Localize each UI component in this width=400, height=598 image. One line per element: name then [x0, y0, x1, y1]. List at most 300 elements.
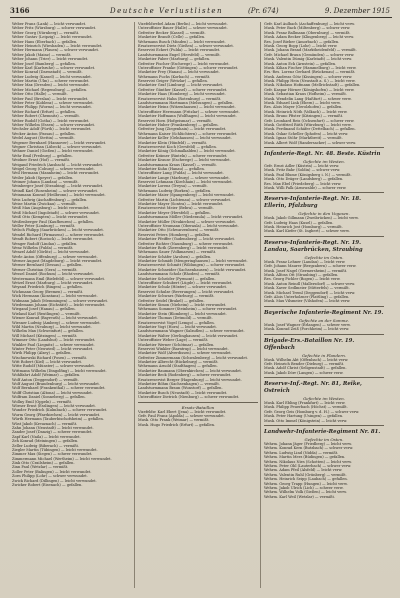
list-entry: Musketier Beck (Rodenberg) — schwer verwundet.	[138, 373, 232, 378]
list-entry: Weidner Ernst (Hof) — vermißt.	[12, 158, 71, 163]
list-entry: Ersatzreservist Koch (Gersfeld) — gefallen.	[138, 144, 217, 149]
list-entry: Weber Otto (Halle) — vermißt.	[12, 92, 68, 97]
list-entry: Musketier Heinz (Witzenhausen) — leicht verwundet.	[138, 105, 236, 110]
list-entry: Musk. Bruno Pfister (Kitzingen) — vermißt.	[264, 114, 344, 119]
list-entry: Zwicker Robert (Eisenach) — gefallen.	[12, 483, 83, 488]
regiment-subheading: Gefechte in Flandern.	[301, 352, 347, 358]
list-entry: Welsch Philipp (Saarbrücken) — leicht verwundet.	[12, 228, 104, 233]
list-entry: Musk. Kilian Fischer (Hammelburg) — leicht verw.	[264, 65, 357, 70]
list-entry: Weber Philipp (Worms) — leicht verwundet.	[12, 105, 92, 110]
list-entry: Musk. Valentin Dümig (Karlstadt) — leicht verw.	[264, 57, 353, 62]
list-entry: Weber Rudolf (Gotha) — leicht verwundet.	[12, 118, 90, 123]
column-2-top-list	[138, 22, 258, 400]
list-entry: Musketier Hoffmann (Wolfhagen) — leicht verwundet.	[138, 114, 237, 119]
section-divider	[138, 402, 258, 403]
list-entry: Reservist Eckert (Fulda) — leicht verwundet.	[138, 48, 221, 53]
regiment-subheading: Gefechte im Westen.	[303, 158, 345, 164]
list-entry: Musk. Michael Treml (Deggendorf) — leicht verw.	[264, 290, 356, 295]
list-entry: Wittmann Wilhelm (Dingolfing) — leicht verwundet.	[12, 368, 107, 373]
list-entry: Unteroffizier Lang (Fulda) — leicht verwundet.	[138, 171, 224, 176]
list-entry: Unteroffizier Weber (Lage) — vermißt.	[138, 338, 209, 343]
list-entry: Musketier Lorenz (Treysa) — vermißt.	[138, 184, 208, 189]
list-entry: Wehrm. Karl Weil (Wetzlar) — vermißt.	[264, 494, 336, 499]
list-entry: Weis Ludwig (Aschaffenburg) — gefallen.	[12, 197, 88, 202]
list-entry: Musk. Eduard Link (Ebern) — leicht verw.	[264, 101, 341, 106]
list-entry: Res. Max Ebel (Friedeberg) — leicht verw.	[264, 181, 342, 186]
regiment-subheading: Gefechte im Osten.	[304, 254, 344, 260]
list-entry: Winkler Paul (Liegnitz) — schwer verwundet.	[12, 342, 95, 347]
list-entry: Wilhelm Max (Schweinfurt) — gefallen.	[12, 329, 84, 334]
list-entry: Musk. Konrad Zeiß (Forchheim) — leicht verw.	[264, 327, 350, 332]
list-entry: Gefreiter Günther (Kassel) — schwer verwundet.	[138, 87, 228, 92]
list-entry: Weber Richard (Erfurt) — gefallen.	[12, 109, 76, 114]
list-entry: Musk. Oskar Scheller (Iphofen) — leicht verw.	[264, 131, 349, 136]
regiment-casualty-list	[264, 442, 384, 499]
list-entry: Landsturmmann Möller (Niederaula) — leicht verwundet.	[138, 215, 244, 220]
list-entry: Musketier Lange (Marburg) — schwer verwundet.	[138, 175, 230, 180]
list-entry: Gefr. Alois Unterholzner (Plattling) — gefallen.	[264, 294, 350, 299]
section-divider	[264, 334, 384, 335]
list-entry: Gefreiter Fischer (Eschwege) — leicht verwundet.	[138, 61, 230, 66]
list-entry: Ers.-Res. Lorenz Gerhard (Brückenau) — vermißt.	[264, 70, 356, 75]
section-divider	[264, 236, 384, 237]
list-entry: Wollny Emil (Oppeln) — vermißt.	[12, 399, 73, 404]
list-entry: Landsturmmann Wagner (Salzuflen) — schwer verwundet.	[138, 329, 245, 334]
list-entry: Musk. Jakob Gillmann (Zweibrücken) — leicht verw.	[264, 216, 359, 221]
list-entry: Wimmer Otto (Landshut) — leicht verwundet.	[12, 338, 96, 343]
list-entry: Wörner Ernst (Esslingen) — leicht verwundet.	[12, 403, 97, 408]
list-entry: Wehrm. Peter Ohl (Lauterbach) — schwer verw.	[264, 464, 352, 468]
list-entry: Musketier Müller (Neukirchen) — schwer verwundet.	[138, 219, 236, 224]
list-entry: Weigel Georg (Coburg) — schwer verwundet.	[12, 166, 95, 171]
regiment-casualty-list	[264, 358, 384, 376]
list-entry: Musk. Ignaz Stöhr (Marktbreit) — vermißt.	[264, 136, 343, 141]
list-entry: Wieland Karl (Reutlingen) — vermißt.	[12, 311, 81, 316]
issue-date: 9. Dezember 1915	[324, 7, 390, 15]
list-entry: Wolf Anton (Deggendorf) — vermißt.	[12, 377, 79, 382]
list-entry: Unteroffizier Franke (Göttingen) — schwer verwundet.	[138, 65, 239, 70]
list-entry: Gefreiter Jung (Ziegenhain) — leicht verwundet.	[138, 127, 227, 132]
list-entry: Weyand Friedrich (Bingen) — gefallen.	[12, 285, 83, 290]
regiment-subheading: Gefechte im Osten.	[304, 437, 344, 443]
list-entry: Musketier Schmidt (Mengeringhausen) — leicht verwundet.	[138, 259, 248, 264]
list-entry: Wechsler Adolf (Fürth) — leicht verwundet.	[12, 127, 92, 132]
list-entry: Widmann Jakob (Memmingen) — schwer verwundet.	[12, 298, 109, 303]
list-entry: Wehr Emil (Freiburg) — gefallen.	[12, 153, 73, 158]
list-entry: Wunder Friedrich (Kulmbach) — schwer verwundet.	[12, 408, 108, 413]
column-2-subhead: Ersatz-Bataillon	[181, 404, 215, 410]
section-divider	[264, 192, 384, 193]
list-entry: Wehrmann Sommer (Steinheim) — schwer verwundet.	[138, 307, 238, 312]
list-entry: Zander Josef (Danzig) — schwer verwundet.	[12, 430, 93, 435]
list-entry: Witt Robert (Kiel) — leicht verwundet.	[12, 360, 83, 365]
list-entry: Musk. Alfons Ott (Straubing) — gefallen.	[264, 273, 339, 278]
list-entry: Wendel Richard (Pirmasens) — schwer verwundet.	[12, 232, 105, 237]
list-entry: Musketier Werner (Schötmar) — gefallen.	[138, 342, 215, 347]
list-entry: Weber Ludwig (Kassel) — leicht verwundet.	[12, 74, 92, 79]
list-entry: Musketier Graf (Limburg) — leicht verwundet.	[138, 83, 224, 88]
list-entry: Wecker Anton (Passau) — gefallen.	[12, 131, 76, 136]
list-entry: Wild Martin (Neuburg) — leicht verwundet.	[12, 324, 92, 329]
list-entry: Musk. Peter Hartung (Usingen) — gefallen.	[264, 414, 344, 419]
list-entry: Gefr. Karl Aulbach (Aschaffenburg) — leicht verw.	[264, 22, 355, 26]
list-entry: Gefreiter Seidel (Brakel) — gefallen.	[138, 298, 205, 303]
list-entry: Musk. Johann Brand (Marktheidenfeld) — vermißt.	[264, 48, 357, 53]
list-entry: Musketier Simon (Nieheim) — leicht verwundet.	[138, 303, 227, 307]
list-entry: Weindl Karl (Rosenheim) — schwer verwundet.	[12, 188, 99, 193]
list-entry: Vizefeldw. Karl Ebert (Jena) — leicht verwundet.	[138, 409, 227, 414]
regiment-heading: Reserve-Infanterie-Regt. Nr. 18. Ellerin, Pfalzburg	[264, 196, 361, 210]
regiment-casualty-list	[264, 323, 384, 332]
list-entry: Gefreiter Becker (Kassel) — vermißt.	[138, 30, 206, 35]
list-entry: Wirth Philipp (Alzey) — gefallen.	[12, 351, 72, 356]
list-entry: Westermann Emil (Bielefeld) — schwer verwundet.	[12, 276, 106, 281]
page-number: 3166	[10, 6, 30, 15]
list-entry: Musketier Mayer (Sontra) — leicht verwundet.	[138, 202, 224, 207]
list-entry: Würth Hermann (Tauberbischofsheim) — gefallen.	[12, 417, 104, 422]
list-entry: Ersatzreservist Vogel (Lemgo) — gefallen.	[138, 320, 215, 325]
list-entry: Wiedemann Johann (Eichstätt) — leicht verwundet.	[12, 303, 106, 307]
list-entry: Wetzel Ernst (Marburg) — leicht verwundet.	[12, 281, 94, 286]
list-entry: Musk. Heinrich Nöth (Volkach) — leicht verw.	[264, 109, 348, 114]
list-entry: Gefreiter Krämer (Rinteln) — schwer verwundet.	[138, 153, 228, 158]
list-entry: Ersatzreservist Hahn (Rotenburg) — vermißt.	[138, 96, 222, 101]
list-entry: Gefreiter Zimmermann (Schwalenberg) — leicht verwundet.	[138, 355, 249, 360]
list-entry: Weber Michael (Regensburg) — gefallen.	[12, 87, 88, 92]
publication-title: Deutsche Verlustlisten	[110, 7, 224, 15]
list-entry: Wehrmann Sauer (Volkmarsen) — vermißt.	[138, 250, 217, 255]
list-entry: Weißenberger Paul (Kaufbeuren) — gefallen.	[12, 219, 94, 224]
list-entry: Musk. Fritz Bahr (Soldin) — schwer verw.	[264, 168, 341, 173]
list-entry: Gefr. Heinrich Bender (Dieburg) — vermißt.	[264, 361, 345, 366]
list-entry: Ziegler Martin (Tübingen) — leicht verwundet.	[12, 447, 98, 452]
list-entry: Weise Martin (Zwickau) — vermißt.	[12, 202, 77, 207]
list-entry: Res. Alois Mayer (Gerolzhofen) — gefallen.	[264, 105, 343, 110]
list-entry: Musketier Böhm (Sachsenhagen) — vermißt.	[138, 382, 220, 387]
list-entry: Gefr. Michael Braun (Gemünden) — schwer verw.	[264, 52, 355, 57]
list-entry: Wessel Daniel (Bochum) — leicht verwundet.	[12, 272, 95, 277]
list-entry: Wolff Christian (Altona) — leicht verwundet.	[12, 390, 93, 395]
list-entry: Weber Konrad (Darmstadt) — vermißt.	[12, 70, 83, 75]
list-entry: Musketier Huber (Frankenberg) — gefallen.	[138, 122, 219, 127]
regiment-heading: Landwehr-Infanterie-Regiment Nr. 81.	[264, 429, 381, 436]
list-entry: Weber Hans (Eberbach) — gefallen.	[12, 39, 78, 44]
list-entry: Weber Karl (Karlsruhe) — schwer verwundet.	[12, 65, 96, 70]
list-entry: Wehrm. Nikolaus Nies (Schotten) — leicht verw.	[264, 459, 352, 464]
list-entry: Musk. Josef Nagel (Germersheim) — vermißt.	[264, 268, 348, 273]
list-entry: Unteroffizier Dietrich (Nienburg) — schwer verwundet.	[138, 395, 240, 400]
list-entry: Zorn Philipp (Lohr) — schwer verwundet.	[12, 474, 88, 479]
list-entry: Weber Peter (Koblenz) — schwer verwundet.	[12, 101, 94, 106]
list-entry: Musketier Busch (Neustadt) — leicht verwundet.	[138, 390, 228, 395]
list-entry: Weber Fritz (Würzburg) — schwer verwundet.	[12, 26, 97, 31]
list-entry: Musk. Nikolaus Hofmann (Mellrichstadt) — gefallen.	[264, 83, 361, 88]
list-entry: Musk. Otto Immel (Königstein) — leicht verw.	[264, 418, 348, 423]
list-entry: Musketier Maier (Spangenberg) — leicht verwundet.	[138, 193, 235, 198]
list-entry: Wehrmann Kaiser (Schlüchtern) — schwer verwundet.	[138, 131, 238, 136]
regiment-heading: Bayerische Infanterie-Regiment Nr. 19.	[264, 309, 384, 316]
list-entry: Wiener Konrad (Bayreuth) — leicht verwundet.	[12, 316, 98, 321]
list-entry: Landsturmmann Kraus (Kassel) — vermißt.	[138, 162, 217, 167]
list-entry: Werle Anton (Offenburg) — schwer verwundet.	[12, 254, 98, 259]
list-entry: Weigand Friedrich (Ansbach) — leicht verwundet.	[12, 162, 104, 167]
list-entry: Winter Peter (Neuwied) — leicht verwundet.	[12, 346, 94, 351]
list-entry: Landsturmmann Scholz (Rhoden) — vermißt.	[138, 272, 221, 277]
list-entry: Musketier Schröder (Pyrmont) — gefallen.	[138, 276, 216, 281]
list-entry: Musketier Vogt (Horn) — leicht verwundet.	[138, 324, 217, 329]
list-entry: Wehrm. Heinrich Seipp (Laubach) — gefallen.	[264, 477, 348, 482]
list-entry: Weimer Johann (Landau) — vermißt.	[12, 180, 79, 185]
column-2-bottom-list	[138, 410, 258, 428]
list-entry: Witte Rudolf (Münster) — schwer verwundet.	[12, 364, 95, 369]
list-entry: Zimmermann Michael (Wertheim) — leicht verwundet.	[12, 456, 112, 461]
regiment-subheading: Gefechte an der Somme.	[298, 317, 350, 323]
list-entry: Musk. Xaver Sedlmeier (Mitterfels) — vermißt.	[264, 286, 350, 291]
list-entry: Wurm Georg (Pfarrkirchen) — leicht verwundet.	[12, 412, 101, 417]
list-entry: Weber Paul (Breslau) — leicht verwundet.	[12, 96, 89, 101]
list-entry: Wohlfahrt Adolf (Weimar) — gefallen.	[12, 373, 81, 378]
list-entry: Res. Georg Pichler (Bogen) — leicht verw.	[264, 277, 341, 282]
list-entry: Ersatzreservist Meier (Bebra) — vermißt.	[138, 206, 214, 211]
list-entry: Weber Jakob (Mainz) — vermißt.	[12, 52, 72, 57]
list-entry: Weiß Otto (Kempten) — leicht verwundet.	[12, 215, 89, 220]
list-entry: Gefreiter Martin (Lichtenau) — schwer verwundet.	[138, 197, 232, 202]
list-entry: Gefr. Ludwig Haas (Kusel) — gefallen.	[264, 220, 334, 225]
list-entry: Musk. Jakob Dörr (Langen) — schwer verw.	[264, 370, 344, 375]
list-entry: Wolf August (Brandenburg) — leicht verwundet.	[12, 382, 100, 387]
list-entry: Wehrm. Ludwig Lind (Nidda) — vermißt.	[264, 450, 339, 455]
list-entry: Musk. Philipp Hein (Neustadt a. S.) — leicht verw.	[264, 79, 356, 84]
list-entry: Gefr. Kaspar Hörner (Königshofen) — leicht verw.	[264, 87, 355, 92]
list-entry: Gefr. Leonhard Reis (Ochsenfurt) — schwer verw.	[264, 118, 355, 123]
list-entry: Wehrm. Valentin Ruhl (Grünberg) — vermißt.	[264, 472, 347, 477]
list-entry: Musk. Andreas Götz (Kissingen) — schwer verw.	[264, 74, 353, 79]
column-divider	[260, 22, 261, 588]
regiment-casualty-list	[264, 216, 384, 234]
list-entry: Gefreiter Richter (Naumburg) — schwer verwundet.	[138, 241, 234, 246]
list-entry: Wehner Daniel (Gießen) — leicht verwundet.	[12, 149, 94, 154]
list-entry: Weinberger Josef (Straubing) — leicht verwundet.	[12, 184, 104, 189]
list-entry: Musk. Wendelin Lang (Haßfurt) — schwer verw.	[264, 96, 352, 101]
section-divider	[264, 147, 384, 148]
list-entry: Weiß Max (Augsburg) — leicht verwundet.	[12, 206, 90, 211]
list-entry: Musk. Sebastian Kraus (Hofheim) — vermißt.	[264, 92, 347, 97]
page-header	[10, 5, 392, 17]
list-entry: Wehrm. Jakob Ulrich (Lich) — schwer verw.	[264, 485, 344, 490]
column-divider	[134, 22, 135, 588]
list-entry: Musk. Franz Ballmann (Obernburg) — vermißt.	[264, 30, 351, 35]
list-entry: Gefr. Johann Maurer (Bergzabern) — schwer verw.	[264, 264, 357, 269]
list-entry: Musketier Albrecht (Bückeburg) — vermißt.	[138, 360, 219, 365]
list-entry: Wegener Bernhard (Hannover) — leicht verwundet.	[12, 140, 107, 145]
regiment-subheading: Gefechte im Westen.	[303, 396, 345, 402]
list-entry: Wehrm. Martin Merz (Büdingen) — gefallen.	[264, 455, 346, 460]
list-entry: Ersatzreservist Berger (Hagenburg) — leicht verwundet.	[138, 377, 242, 382]
issue-number: (Pr. 674)	[248, 7, 279, 15]
list-entry: Zahn Johann (Neustadt) — leicht verwundet.	[12, 425, 94, 430]
regiment-casualty-list	[264, 164, 384, 190]
list-entry: Musk. Willi Falk (Arnswalde) — schwer verw.	[264, 185, 347, 190]
list-entry: Unteroffizier Schubert (Lügde) — leicht verwundet.	[138, 281, 233, 286]
list-entry: Musketier Schäfer (Arolsen) — gefallen.	[138, 254, 212, 259]
list-entry: Reservist Lehmann (Kirchhain) — leicht verwundet.	[138, 180, 233, 185]
list-entry: Landsturmmann Engel (Hersfeld) — vermißt.	[138, 52, 221, 57]
list-entry: Wick Hermann (Konstanz) — leicht verwundet.	[12, 294, 98, 299]
list-entry: Landsturmmann Braun (Wunstorf) — gefallen.	[138, 386, 223, 391]
list-entry: Musketier Meyer (Hersfeld) — gefallen.	[138, 210, 211, 215]
list-entry: Zoller Peter (Balingen) — leicht verwundet.	[12, 469, 92, 474]
list-entry: Musketier Stein (Blomberg) — leicht verwundet.	[138, 311, 227, 316]
list-entry: Musketier Walter (Oerlinghausen) — leicht verwundet.	[138, 333, 239, 338]
list-entry: Wehrmann Arnold (Stadthagen) — gefallen.	[138, 364, 218, 369]
list-entry: Wehrm. Adam Pfeil (Alsfeld) — leicht verw.	[264, 468, 343, 473]
list-entry: Musk. Otto Dräger (Landsberg) — gefallen.	[264, 177, 344, 182]
list-entry: Musk. Max Vilsmeier (Vilshofen) — leicht verw.	[264, 299, 351, 304]
list-entry: Musk. Georg Bopp (Lohr) — leicht verw.	[264, 43, 338, 48]
list-entry: Wichmann Georg (Bremen) — vermißt.	[12, 289, 84, 294]
list-entry: Wolf Bernhard (Frankenthal) — schwer verwundet.	[12, 386, 106, 391]
list-entry: Zeller Ludwig (Biberach) — vermißt.	[12, 443, 80, 448]
list-entry: Weber Franz (Lank) — leicht verwundet.	[12, 22, 87, 26]
list-entry: Weber Josef (Bamberg) — gefallen.	[12, 61, 76, 66]
list-entry: Musk. Josef Wagner (Erlangen) — schwer verw.	[264, 322, 351, 327]
list-entry: Musk. Gottfried Rüth (Würzburg) — leicht verw.	[264, 122, 352, 127]
list-entry: Musk. Heinrich Jost (Homburg) — vermißt.	[264, 225, 343, 230]
regiment-subheading: Gefechte in den Vogesen.	[298, 211, 350, 217]
regiment-casualty-list	[264, 260, 384, 304]
list-entry: Musketier Klein (Hünfeld) — vermißt.	[138, 140, 208, 145]
list-entry: Wehrmann Fuchs (Korbach) — vermißt.	[138, 74, 211, 79]
list-entry: Werner Bernhard (Dessau) — gefallen.	[12, 263, 83, 268]
list-entry: Musk. Anton Eck (Arnstein) — gefallen.	[264, 61, 337, 66]
list-entry: Wenger Rudolf (Lindau) — gefallen.	[12, 241, 78, 246]
list-entry: Musketier König (Schmalkalden) — leicht verwundet.	[138, 149, 236, 154]
list-entry: Musk. Wilhelm Abt (Offenbach) — leicht verw.	[264, 357, 349, 362]
list-entry: Weller Peter (Limburg) — vermißt.	[12, 223, 76, 228]
list-entry: Wiegand Josef (Hanau) — gefallen.	[12, 307, 76, 312]
section-divider	[264, 425, 384, 426]
list-entry: Musketier Haas (Homberg) — leicht verwundet.	[138, 92, 226, 97]
list-entry: Res. Josef Bieber (Amorbach) — gefallen.	[264, 39, 340, 44]
list-entry: Musketier Keller (Gelnhausen) — leicht verwundet.	[138, 136, 232, 141]
list-entry: Wenz Wilhelm (Fulda) — vermißt.	[12, 245, 74, 250]
list-entry: Reservist Geiger (Wetzlar) — gefallen.	[138, 79, 208, 84]
list-entry: Musketier Schneider (Sachsenhausen) — leicht verwundet.	[138, 267, 247, 272]
list-entry: Musketier Faber (Marburg) — gefallen.	[138, 57, 211, 62]
column-1	[12, 22, 132, 588]
header-rule	[10, 17, 392, 18]
list-entry: Musk. Anton Reindl (Mallersdorf) — schwer verw.	[264, 281, 356, 286]
list-entry: Unteroffizier Bauer (Halle) — schwer verwundet.	[138, 26, 228, 31]
list-entry: Musk. Adam Becker (Klingenberg) — leicht verw.	[264, 35, 355, 40]
list-entry: Musk. Karl Kiefer (St. Ingbert) — schwer verw.	[264, 229, 350, 234]
list-entry: Reservist Winkler (Barntrup) — leicht verwundet.	[138, 346, 229, 351]
list-entry: Reservist Peters (Homberg) — gefallen.	[138, 232, 211, 237]
list-entry: Weiß Michael (Ingolstadt) — schwer verwundet.	[12, 210, 100, 215]
list-entry: Werner Christian (Gera) — vermißt.	[12, 267, 78, 272]
list-entry: Landsturmmann Hartmann (Melsungen) — gefallen.	[138, 101, 234, 106]
list-entry: Wendt Robert (Rostock) — leicht verwundet.	[12, 237, 94, 242]
list-entry: Weiler Jakob (Speyer) — gefallen.	[12, 175, 74, 180]
list-entry: Wehrmann Ludwig (Borken) — gefallen.	[138, 188, 212, 193]
list-entry: Unteroffizier Neumann (Oberaula) — leicht verwundet.	[138, 223, 239, 228]
list-entry: Zink Otto (Crailsheim) — gefallen.	[12, 461, 75, 466]
list-entry: Zwick Richard (Dillingen) — leicht verwundet.	[12, 478, 97, 483]
list-entry: Musketier Pfeiffer (Gudensberg) — leicht verwundet.	[138, 237, 236, 242]
list-entry: Musk. Franz Lehner (Landau) — leicht verw.	[264, 259, 346, 264]
list-entry: Ersatzreservist Schmitt (Wildungen) — schwer verwundet.	[138, 263, 246, 268]
list-entry: Musk. Peter Bach (Miltenberg) — schwer verw.	[264, 26, 351, 31]
regiment-casualty-list	[264, 401, 384, 423]
list-entry: Musk. Karl Ebling (Frankfurt) — leicht verw.	[264, 401, 346, 406]
list-entry: Weinmann Konrad (Heilbronn) — leicht verwundet.	[12, 193, 106, 198]
list-entry: Weber Martin (Ulm) — schwer verwundet.	[12, 79, 90, 84]
list-entry: Weber Hermann (Plauen) — schwer verwundet.	[12, 48, 100, 53]
list-entry: Wedel August (Stettin) — vermißt.	[12, 136, 75, 141]
list-entry: Reservist Schulze (Beverungen) — leicht verwundet.	[138, 289, 235, 294]
list-entry: Weber Robert (Chemnitz) — vermißt.	[12, 114, 80, 119]
list-entry: Weber Wilhelm (Essen) — schwer verwundet.	[12, 122, 96, 127]
regiment-heading: Reserve-Inf.-Regt. Nr. 81, Reike, Ostreich	[264, 381, 362, 395]
list-entry: Musketier Roth (Zierenberg) — leicht verwundet.	[138, 245, 229, 250]
list-entry: Musk. Paul Blume (Königsberg i. N.) — vermißt.	[264, 172, 352, 177]
list-entry: Wenzel Adolf (Görlitz) — leicht verwundet.	[12, 250, 90, 255]
list-entry: Wehrmann Busch (Minden) — leicht verwundet.	[138, 39, 226, 44]
list-entry: Wehrm. Wilhelm Volk (Gießen) — leicht verw.	[264, 490, 347, 495]
column-3	[264, 22, 384, 588]
list-entry: Zinn Paul (Wetzlar) — vermißt.	[12, 465, 69, 470]
list-entry: Musk. Ferdinand Schäfer (Dettelbach) — gefallen.	[264, 127, 356, 132]
list-entry: Musketier Krause (Eschwege) — leicht verwundet.	[138, 158, 231, 163]
list-entry: Wehrm. Konrad Kern (Butzbach) — schwer verw.	[264, 446, 354, 451]
list-entry: Gefr. Georg Geis (Homburg v. d. H.) — schwer verw.	[264, 409, 360, 414]
list-entry: Gefr. Ernst Adler (Küstrin) — leicht verw.	[264, 163, 340, 168]
list-entry: Weber Johann (Trier) — leicht verwundet.	[12, 57, 89, 62]
list-entry: Werner August (Magdeburg) — leicht verwundet.	[12, 259, 103, 264]
list-entry: Vizefeldwebel Adam (Berlin) — leicht verwundet.	[138, 22, 228, 26]
list-entry: Weber Heinrich (Wiesbaden) — leicht verwundet.	[12, 43, 103, 48]
column-2	[138, 22, 258, 588]
column-3-sections	[264, 147, 384, 499]
regiment-heading: Brigade-Ers.-Bataillon Nr. 19. Offenbach	[264, 337, 355, 351]
section-divider	[264, 306, 384, 307]
list-entry: Weber Georg (Nürnberg) — vermißt.	[12, 30, 80, 35]
list-entry: Weber Gustav (Leipzig) — leicht verwundet.	[12, 35, 93, 40]
list-entry: Reservist Horn (Hofgeismar) — vermißt.	[138, 118, 213, 123]
regiment-heading: Reserve-Infanterie-Regt. Nr. 19. Landau, Saarbrücken, Straubing	[264, 239, 363, 253]
list-entry: Musk. Philipp Feuerbach (Höchst) — vermißt.	[264, 405, 348, 410]
list-entry: Will Michael (Kitzingen) — vermißt.	[12, 333, 78, 338]
regiment-heading: Infanterie-Regt. Nr. 48. Beste. Küstrin	[264, 150, 381, 157]
list-entry: Zapf Karl (Naila) — leicht verwundet.	[12, 434, 81, 439]
list-entry: Unteroffizier Herrmann (Fritzlar) — schwer verwundet.	[138, 109, 240, 114]
list-entry: Weil Hermann (Mannheim) — leicht verwundet.	[12, 171, 100, 176]
list-entry: Musketier Schulz (Höxter) — schwer verwundet.	[138, 285, 228, 290]
list-entry: Musk. Albert Wolf (Randersacker) — schwer verw.	[264, 140, 357, 145]
list-entry: Musketier Frey (Hanau) — leicht verwundet.	[138, 70, 220, 75]
list-entry: Weber Max (Dresden) — leicht verwundet.	[12, 83, 90, 88]
list-entry: Musketier Schwarz (Warburg) — vermißt.	[138, 294, 215, 299]
list-entry: Musk. Otto Frank (Weimar) — vermißt.	[138, 418, 210, 423]
list-entry: Musketier Otto (Schwarzenborn) — vermißt.	[138, 228, 220, 233]
list-entry: Musk. Hugo Friedrich (Erfurt) — gefallen.	[138, 422, 216, 427]
list-entry: Musk. Adolf Christ (Seligenstadt) — gefallen.	[264, 366, 347, 371]
list-entry: Gefr. Paul Franz (Apolda) — schwer verwundet.	[138, 413, 225, 418]
list-entry: Musketier Brandt (Celle) — gefallen.	[138, 35, 206, 40]
list-entry: Wolfram Daniel (Sonneberg) — gefallen.	[12, 395, 86, 400]
list-entry: Wegner Christian (Lübeck) — schwer verwundet.	[12, 144, 102, 149]
list-entry: Musketier Baumann (Obernkirchen) — leicht verwundet.	[138, 368, 242, 373]
